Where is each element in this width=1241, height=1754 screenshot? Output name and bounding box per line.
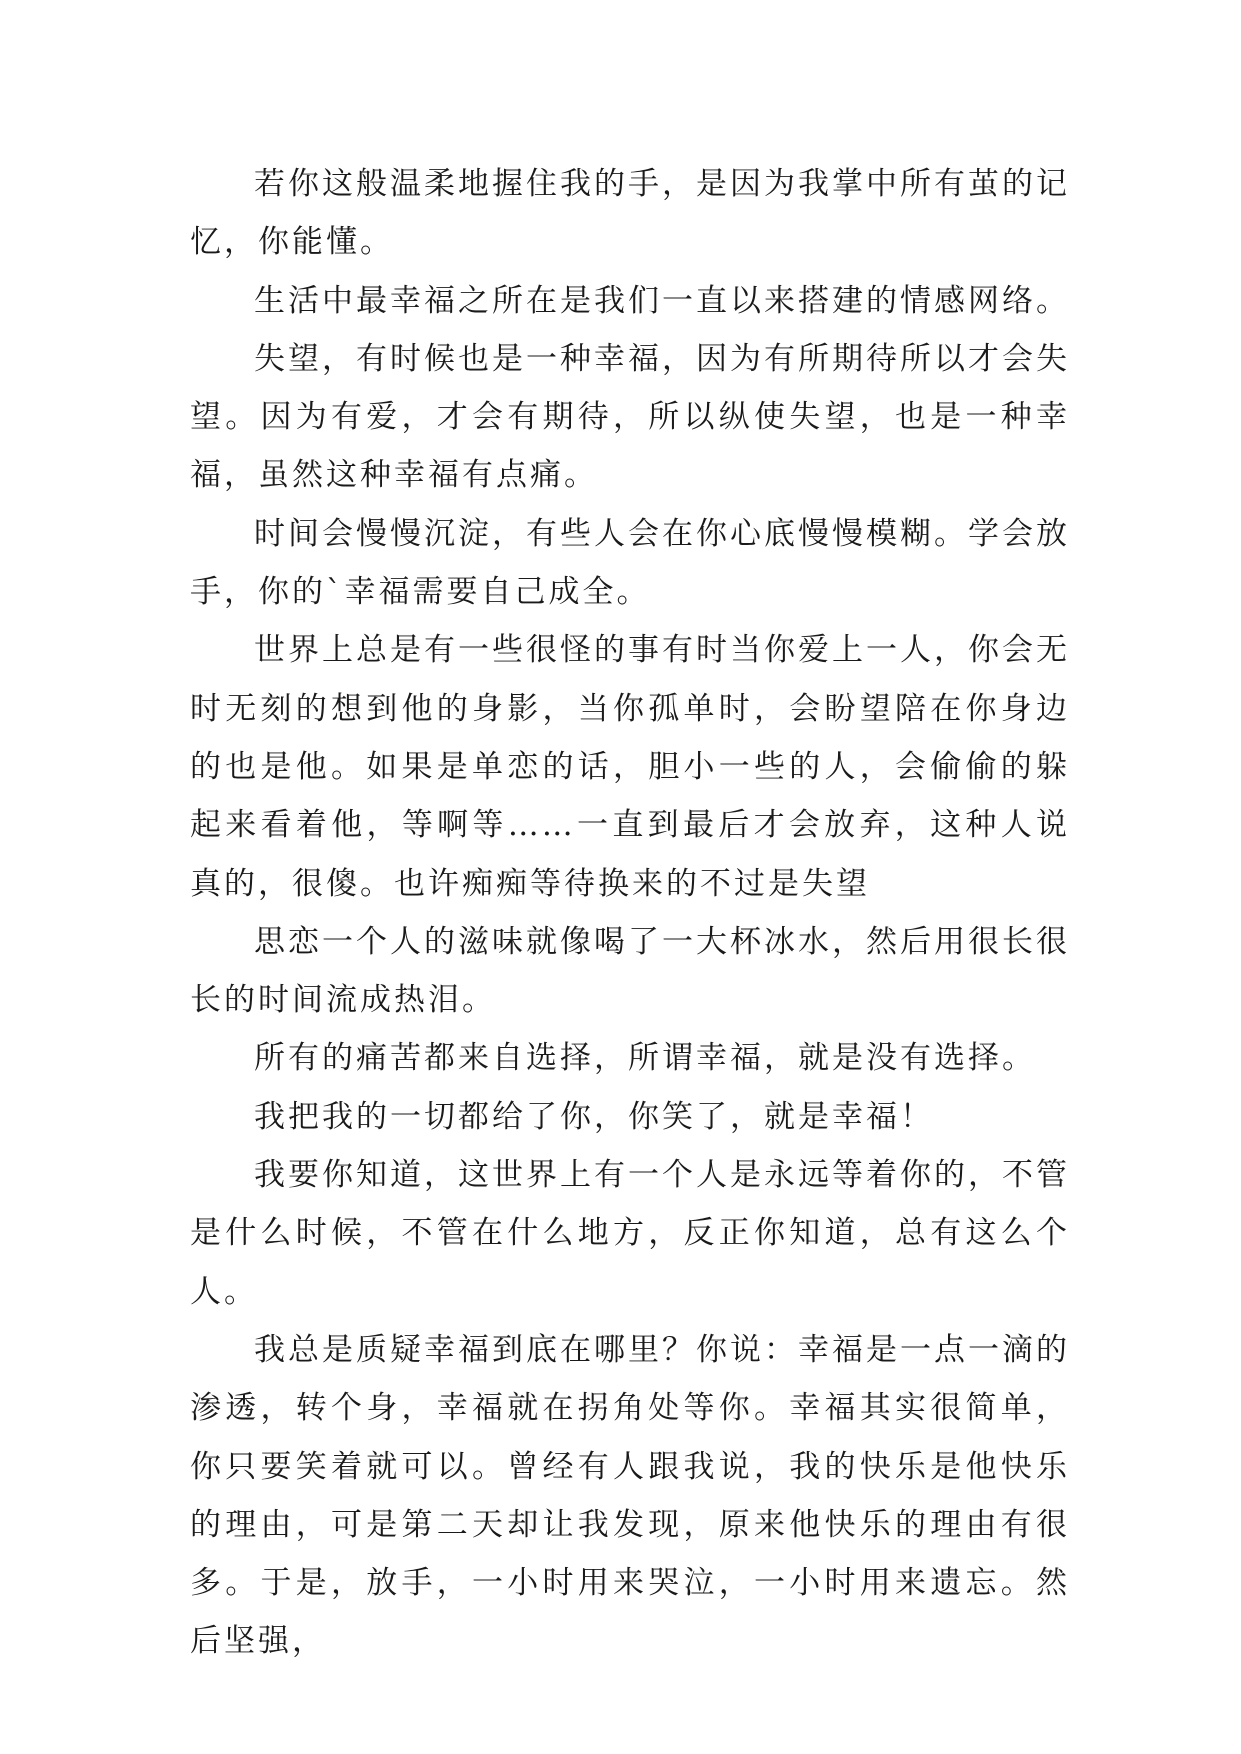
paragraph-10: 我总是质疑幸福到底在哪里？你说：幸福是一点一滴的渗透，转个身，幸福就在拐角处等你。幸福其实很简单，你只要笑着就可以。曾经有人跟我说，我的快乐是他快乐的理由，可是第二天却让我发现，原来他快乐的理由有很多。于是，放手，一小时用来哭泣，一小时用来遗忘。然后坚强， [190, 1331, 1070, 1660]
paragraph-3: 失望，有时候也是一种幸福，因为有所期待所以才会失望。因为有爱，才会有期待，所以纵使失望，也是一种幸福，虽然这种幸福有点痛。 [190, 340, 1070, 494]
body-text [190, 155, 1070, 1671]
paragraph-9: 我要你知道，这世界上有一个人是永远等着你的，不管是什么时候，不管在什么地方，反正你知道，总有这么个人。 [190, 1157, 1070, 1310]
paragraph-5: 世界上总是有一些很怪的事有时当你爱上一人，你会无时无刻的想到他的身影，当你孤单时，会盼望陪在你身边的也是他。如果是单恋的话，胆小一些的人，会偷偷的躲起来看着他，等啊等……一直到最后才会放弃，这种人说真的，很傻。也许痴痴等待换来的不过是失望 [190, 632, 1070, 902]
paragraph-7: 所有的痛苦都来自选择，所谓幸福，就是没有选择。 [254, 1040, 1036, 1077]
paragraph-8: 我把我的一切都给了你，你笑了，就是幸福！ [254, 1098, 934, 1135]
paragraph-6: 思恋一个人的滋味就像喝了一大杯冰水，然后用很长很长的时间流成热泪。 [190, 923, 1070, 1019]
paragraph-1: 若你这般温柔地握住我的手，是因为我掌中所有茧的记忆，你能懂。 [190, 166, 1070, 261]
paragraph-4: 时间会慢慢沉淀，有些人会在你心底慢慢模糊。学会放手，你的`幸福需要自己成全。 [190, 515, 1070, 611]
paragraph-2: 生活中最幸福之所在是我们一直以来搭建的情感网络。 [254, 282, 1070, 319]
